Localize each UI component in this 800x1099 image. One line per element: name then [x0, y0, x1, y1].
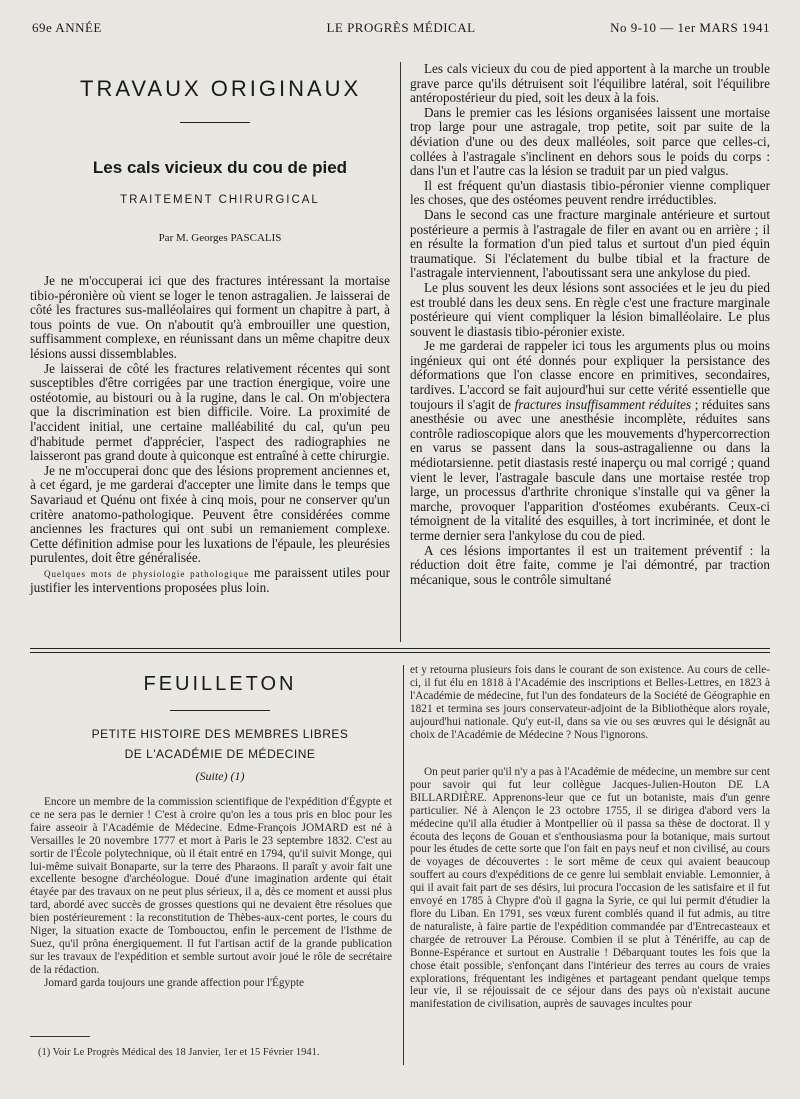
paragraph: Encore un membre de la commission scientifique de l'expédition d'Égypte et ce ne sera pas le dernier ! C'est à croire qu'on les a tous pris en bloc pour les faire asseoir à l'Académie de Médecine. Edme-François JOMARD est né à Versailles le 20 novembre 1777 et mort à Paris le 23 septembre 1832. C'est au sortir de l'École polytechnique, où il était entré en 1794, qu'il suivit Monge, qui lui-même suivait Bonaparte, sur la terre des Pharaons. Il paraît y avoir fait une excellente besogne d'archéologue. Doué d'une imagination ardente qui était étayée par des travaux on ne peut plus sérieux, il a, dès ce moment et aussi plus tard, abordé avec succès de grosses questions qui ne devaient être résolues que bien postérieurement : la reconstitution de Thèbes-aux-cent portes, le cours du Niger, la situation exacte de Tombouctou, enfin le percement de l'Isthme de Suez, qu'il prôna énergiquement. Il fut l'artisan actif de la grande publication sur les travaux de l'expédition et semble surtout avoir joué le rôle de secrétaire de la rédaction. [30, 796, 392, 976]
header-journal-title: LE PROGRÈS MÉDICAL [326, 20, 476, 35]
paragraph: Jomard garda toujours une grande affection pour l'Égypte [44, 976, 305, 989]
feuilleton-rule [170, 710, 270, 711]
paragraph: Dans le second cas une fracture marginale antérieure et surtout postérieure a permis à l'astragale de filer en avant ou en arrière ; il en résulte la formation d'un pied talus et surtout d'un pied équin traumatique. Si l'éclatement du bulbe tibial et la fracture de l'astragale interviennent, l'aboutissant sera une ankylose du pied. [410, 206, 770, 281]
feuilleton-heading: PETITE HISTOIRE DES MEMBRES LIBRES [91, 727, 349, 741]
paragraph: Quelques mots de physiologie pathologique me paraissent utiles pour justifier les interventions proposées plus loin. [30, 564, 390, 596]
paragraph: Dans le premier cas les lésions organisées laissent une mortaise trop large pour une astragale, trop petite, soit par suite de la déviation d'une ou des deux malléoles, soit parce que celles-ci, collées à l'astragale s'inclinent en dehors sous le poids du corps : dans l'un et l'autre cas la lésion se traduit par un pied valgus. [410, 104, 770, 179]
footnote-rule [30, 1036, 90, 1037]
section-title: TRAVAUX ORIGINAUX [80, 76, 362, 101]
feuilleton-title: FEUILLETON [143, 673, 297, 695]
header-year: 69e ANNÉE [32, 20, 102, 35]
article-subtitle: TRAITEMENT CHIRURGICAL [120, 194, 320, 206]
section-separator-top [30, 648, 770, 649]
footnote: (1) Voir Le Progrès Médical des 18 Janvier, 1er et 15 Février 1941. [38, 1047, 320, 1058]
article-title: Les cals vicieux du cou de pied [92, 158, 348, 177]
section-separator-bottom [30, 652, 770, 653]
column-divider [403, 665, 404, 1065]
feuilleton-left-column [30, 796, 392, 990]
feuilleton-right-column [410, 766, 770, 1011]
article-left-column [30, 274, 390, 596]
small-caps-lead: Quelques mots de physiologie pathologique [44, 568, 250, 579]
paragraph: A ces lésions importantes il est un traitement préventif : la réduction doit être faite, comme je l'ai démontré, par traction mécanique, sous le contrôle simultané [410, 542, 770, 587]
feuilleton-suite: (Suite) (1) [195, 769, 245, 783]
running-header [32, 20, 770, 40]
paragraph: Les cals vicieux du cou de pied apportent à la marche un trouble grave parce qu'ils détruisent soit l'équilibre latéral, soit l'équilibre antéropostérieur du pied, soit les deux à la fois. [410, 61, 770, 106]
paragraph: Le plus souvent les deux lésions sont associées et le jeu du pied est troublé dans les deux sens. En règle c'est une fracture marginale postérieure qui vient compliquer la lésion bimalléolaire. Le plus souvent le diastasis tibio-péronier existe. [410, 279, 770, 339]
paragraph: On peut parier qu'il n'y a pas à l'Académie de médecine, un membre sur cent pour savoir qui fut leur collègue Jacques-Julien-Houton DE LA BILLARDIÈRE. Apprenons-leur que ce fut un botaniste, mais d'un genre particulier. Né à Alençon le 23 octobre 1755, il se dirigea d'abord vers la médecine qu'il alla étudier à Montpellier où il passa sa thèse de doctorat. Il y écouta des leçons de Gouan et s'enthousiasma pour la botanique, mais surtout pour les études de cette sorte que l'on fait en pays neuf et non civilisé, au cours de voyages de découvertes : le sort même de ceux qui avaient beaucoup souffert au cours d'expéditions de ce genre lui semblait enviable. Lemonnier, à qui il avait fait part de ses désirs, lui procura l'occasion de les satisfaire et il fut envoyé en 1785 à Chypre d'où il gagna la Syrie, ce qui lui permit d'étudier la flore du Liban. En 1791, ses vœux furent comblés quand il fut admis, au titre de naturaliste, à faire partie de l'expédition commandée par d'Entrecasteaux et chargée de retrouver La Pérouse. Combien il se plut à Ténériffe, au cap de Bonne-Espérance et surtout en Australie ! Débarquant toutes les fois que la chose était possible, s'enfonçant dans l'intérieur des terres au cours de vraies explorations, fréquentant les indigènes et partageant pendant quelque temps leur vie, il se réjouissait de ce séjour dans des pays où n'existait aucune manifestation de civilisation, auprès de sauvages incultes pour [410, 766, 770, 1011]
feuilleton-right-column [410, 664, 770, 741]
paragraph: Je me garderai de rappeler ici tous les arguments plus ou moins ingénieux qui ont été donnés pour expliquer la persistance des déformations que l'on classe encore en primitives, secondaires, tardives. L'accord se fait aujourd'hui sur cette vérité essentielle que toujours il s'agit de fractures insuffisamment réduites ; réduites sans anesthésie ou avec une anesthésie incomplète, réduites sans contrôle radioscopique alors que les mouvements d'hypercorrection en varus se passent dans la sous-astragalienne ou dans la médiotarsienne. petit diastasis resté inaperçu ou mal corrigé ; quand vient le lever, l'astragale bascule dans une mortaise restée trop large, un processus d'arthrite chronique s'installe qui va gêner la marche, provoquer l'apparition d'ostéomes exubérants. Ceux-ci témoignent de la vitalité des esquilles, à tort incriminée, et dont le terme dernier sera l'ankylose du cou de pied. [410, 338, 770, 543]
article-author: Par M. Georges PASCALIS [158, 232, 282, 244]
paragraph: et y retourna plusieurs fois dans le courant de son existence. Au cours de celle-ci, il fut élu en 1818 à l'Académie des inscriptions et Belles-Lettres, en 1823 à l'Académie de médecine, fut l'un des fondateurs de la Société de Géographie en 1821 et termina ses jours conservateur-adjoint de la Bibliothèque alors royale, aujourd'hui nationale. Qu'y eut-il, dans sa vie ou ses œuvres qui le désignât au choix de l'Académie de Médecine ? Nous l'ignorons. [410, 664, 770, 741]
section-rule [180, 122, 250, 123]
paragraph: Je laisserai de côté les fractures relativement récentes qui sont susceptibles d'être corrigées par une traction énergique, voire une ostéotomie, au bistouri ou à la rugine, dans le cal. On m'objectera que la discrimination est bien difficile. Voire. La proximité de l'accident initial, une certaine malléabilité du cal, qu'un peu d'habitude permet d'apprécier, l'aspect des radiographies ne laisseront pas grand doute à quiconque est entraîné à cette chirurgie. [30, 360, 390, 464]
paragraph: Je ne m'occuperai ici que des fractures intéressant la mortaise tibio-péronière où vient se loger le tenon astragalien. Je laisserai de côté les fractures sus-malléolaires qui forment un chapitre à part, à tous points de vue. On n'aboutit qu'à embrouiller une question, suffisamment complexe, en réunissant dans un même chapitre deux lésions aussi dissemblables. [30, 273, 390, 361]
paragraph: Il est fréquent qu'un diastasis tibio-péronier vienne compliquer les choses, que des ostéomes peuvent rendre irréductibles. [410, 177, 770, 208]
column-divider [400, 62, 401, 642]
feuilleton-heading: DE L'ACADÉMIE DE MÉDECINE [124, 747, 316, 761]
article-right-column [410, 62, 770, 587]
header-issue-date: No 9-10 — 1er MARS 1941 [610, 20, 770, 35]
paragraph: Je ne m'occuperai donc que des lésions proprement anciennes et, à cet égard, je me garderai d'accepter une limite dans le temps que Savariaud et Quénu ont fixée à cinq mois, pour ne conserver qu'un critère anatomo-pathologique. Peuvent être considérées comme anciennes les fractures qui ont subi un remaniement complexe. Cette définition admise pour les luxations de l'épaule, les pleurésies purulentes, doit être généralisée. [30, 462, 390, 566]
italic-emphasis: fractures insuffisamment réduites [514, 396, 692, 412]
